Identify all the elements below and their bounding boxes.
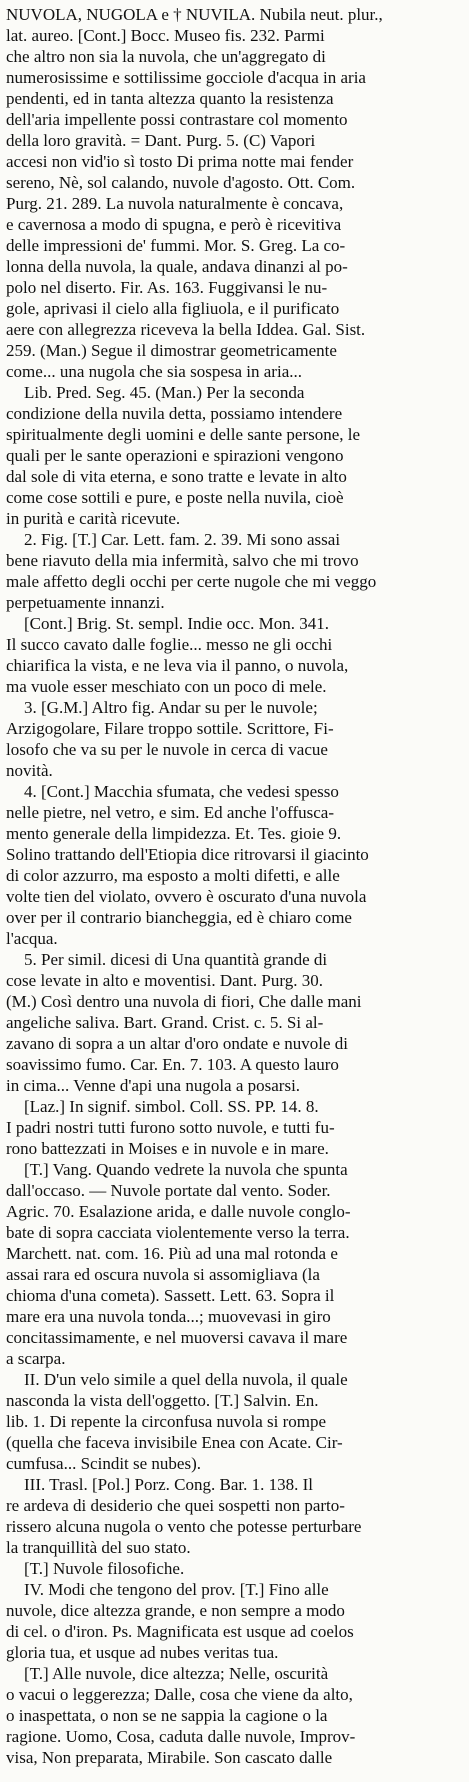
text-line: bene riavuto della mia infermità, salvo che mi trovo bbox=[6, 551, 359, 570]
text-line: lat. aureo. [Cont.] Bocc. Museo fis. 232. Parmi bbox=[6, 26, 325, 45]
text-line: III. Trasl. [Pol.] Porz. Cong. Bar. 1. 138. Il bbox=[24, 1475, 313, 1494]
text-line: over per il contrario biancheggia, ed è chiaro come bbox=[6, 908, 352, 927]
text-line: 2. Fig. [T.] Car. Lett. fam. 2. 39. Mi sono assai bbox=[24, 530, 341, 549]
text-line: Il succo cavato dalle foglie... messo ne gli occhi bbox=[6, 635, 333, 654]
text-line: (M.) Così dentro una nuvola di fiori, Che dalle mani bbox=[6, 992, 362, 1011]
text-line: condizione della nuvila detta, possiamo intendere bbox=[6, 404, 343, 423]
text-line: [T.] Alle nuvole, dice altezza; Nelle, oscurità bbox=[24, 1664, 329, 1683]
text-line: [T.] Nuvole filosofiche. bbox=[24, 1559, 185, 1578]
text-line: ma vuole esser meschiato con un poco di mele. bbox=[6, 677, 327, 696]
text-line: quali per le sante operazioni e spirazioni vengono bbox=[6, 446, 344, 465]
text-line: dal sole di vita eterna, e sono tratte e levate in alto bbox=[6, 467, 347, 486]
text-line: o inaspettata, o non se ne sappia la cagione o la bbox=[6, 1706, 328, 1725]
text-line: [Cont.] Brig. St. sempl. Indie occ. Mon. 341. bbox=[24, 614, 330, 633]
text-line: pendenti, ed in tanta altezza quanto la resistenza bbox=[6, 89, 334, 108]
text-line: visa, Non preparata, Mirabile. Son cascato dalle bbox=[6, 1748, 333, 1767]
text-line: di color azzurro, ma esposto a molti difetti, e alle bbox=[6, 866, 340, 885]
text-line: 259. (Man.) Segue il dimostrar geometricamente bbox=[6, 341, 337, 360]
text-line: sereno, Nè, sol calando, nuvole d'agosto. Ott. Com. bbox=[6, 173, 356, 192]
text-line: delle impressioni de' fummi. Mor. S. Greg. La co- bbox=[6, 236, 346, 255]
text-line: Solino trattando dell'Etiopia dice ritrovarsi il giacinto bbox=[6, 845, 369, 864]
text-line: II. D'un velo simile a quel della nuvola, il quale bbox=[24, 1370, 348, 1389]
text-line: Marchett. nat. com. 16. Più ad una mal rotonda e bbox=[6, 1244, 338, 1263]
text-line: in purità e carità ricevute. bbox=[6, 509, 181, 528]
text-line: soavissimo fumo. Car. En. 7. 103. A questo lauro bbox=[6, 1055, 339, 1074]
text-line: a scarpa. bbox=[6, 1349, 66, 1368]
text-line: nelle pietre, nel vetro, e sim. Ed anche l'offusca- bbox=[6, 803, 334, 822]
text-line: lonna della nuvola, la quale, andava dinanzi al po- bbox=[6, 257, 348, 276]
text-line: dell'aria impellente possi contrastare col momento bbox=[6, 110, 348, 129]
text-line: nuvole, dice altezza grande, e non sempre a modo bbox=[6, 1601, 345, 1620]
text-line: gloria tua, et usque ad nubes veritas tua. bbox=[6, 1643, 279, 1662]
text-line: mare era una nuvola tonda...; muovevasi in giro bbox=[6, 1307, 331, 1326]
text-line: (quella che faceva invisibile Enea con Acate. Cir- bbox=[6, 1433, 343, 1452]
text-line: angeliche saliva. Bart. Grand. Crist. c. 5. Si al- bbox=[6, 1013, 324, 1032]
text-line: chiarifica la vista, e ne leva via il panno, o nuvola, bbox=[6, 656, 349, 675]
text-line: chioma d'una cometa). Sassett. Lett. 63. Sopra il bbox=[6, 1286, 335, 1305]
text-line: losofo che va su per le nuvole in cerca di vacue bbox=[6, 740, 328, 759]
text-line: male affetto degli occhi per certe nugole che mi veggo bbox=[6, 572, 377, 591]
text-line: assai rara ed oscura nuvola si assomigliava (la bbox=[6, 1265, 320, 1284]
text-line: Agric. 70. Esalazione arida, e dalle nuvole conglo- bbox=[6, 1202, 351, 1221]
text-line: I padri nostri tutti furono sotto nuvole, e tutti fu- bbox=[6, 1118, 335, 1137]
text-line: della loro gravità. = Dant. Purg. 5. (C) Vapori bbox=[6, 131, 316, 150]
text-line: e cavernosa a modo di spugna, e però è ricevitiva bbox=[6, 215, 342, 234]
text-line: accesi non vid'io sì tosto Di prima notte mai fender bbox=[6, 152, 354, 171]
text-line: o vacui o leggerezza; Dalle, cosa che viene da alto, bbox=[6, 1685, 353, 1704]
text-line: NUVOLA, NUGOLA e † NUVILA. Nubila neut. plur., bbox=[6, 5, 383, 24]
text-line: ragione. Uomo, Cosa, caduta dalle nuvole, Improv- bbox=[6, 1727, 356, 1746]
text-line: numerosissime e sottilissime gocciole d'acqua in aria bbox=[6, 68, 366, 87]
text-line: rono battezzati in Moises e in nuvole e in mare. bbox=[6, 1139, 329, 1158]
text-line: come... una nugola che sia sospesa in aria... bbox=[6, 362, 302, 381]
text-line: polo nel diserto. Fir. As. 163. Fuggivansi le nu- bbox=[6, 278, 328, 297]
text-line: spiritualmente degli uomini e delle sante persone, le bbox=[6, 425, 361, 444]
text-line: dall'occaso. — Nuvole portate dal vento. Soder. bbox=[6, 1181, 331, 1200]
text-line: IV. Modi che tengono del prov. [T.] Fino alle bbox=[24, 1580, 329, 1599]
text-line: volte tien del violato, ovvero è oscurato d'una nuvola bbox=[6, 887, 367, 906]
text-line: 4. [Cont.] Macchia sfumata, che vedesi spesso bbox=[24, 782, 339, 801]
text-line: cose levate in alto e moventisi. Dant. Purg. 30. bbox=[6, 971, 323, 990]
text-line: perpetuamente innanzi. bbox=[6, 593, 165, 612]
text-line: cumfusa... Scindit se nubes). bbox=[6, 1454, 201, 1473]
text-line: gole, aprivasi il cielo alla figliuola, e il purificato bbox=[6, 299, 340, 318]
text-line: 5. Per simil. dicesi di Una quantità grande di bbox=[24, 950, 328, 969]
text-line: Lib. Pred. Seg. 45. (Man.) Per la seconda bbox=[24, 383, 305, 402]
text-line: [T.] Vang. Quando vedrete la nuvola che spunta bbox=[24, 1160, 348, 1179]
text-line: 3. [G.M.] Altro fig. Andar su per le nuvole; bbox=[24, 698, 318, 717]
text-line: bate di sopra cacciata violentemente verso la terra. bbox=[6, 1223, 350, 1242]
text-line: mento generale della limpidezza. Et. Tes. gioie 9. bbox=[6, 824, 342, 843]
text-line: novità. bbox=[6, 761, 53, 780]
text-line: [Laz.] In signif. simbol. Coll. SS. PP. 14. 8. bbox=[24, 1097, 319, 1116]
text-line: lib. 1. Di repente la circonfusa nuvola si rompe bbox=[6, 1412, 327, 1431]
text-line: l'acqua. bbox=[6, 929, 58, 948]
text-line: concitassimamente, e nel muoversi cavava il mare bbox=[6, 1328, 348, 1347]
text-line: Arzigogolare, Filare troppo sottile. Scrittore, Fi- bbox=[6, 719, 334, 738]
text-line: come cose sottili e pure, e poste nella nuvila, cioè bbox=[6, 488, 344, 507]
text-line: la tranquillità del suo stato. bbox=[6, 1538, 191, 1557]
text-line: in cima... Venne d'api una nugola a posarsi. bbox=[6, 1076, 301, 1095]
text-line: rissero alcuna nugola o vento che potesse perturbare bbox=[6, 1517, 362, 1536]
text-line: aere con allegrezza riceveva la bella Iddea. Gal. Sist. bbox=[6, 320, 366, 339]
text-line: Purg. 21. 289. La nuvola naturalmente è concava, bbox=[6, 194, 344, 213]
text-line: re ardeva di desiderio che quei sospetti non parto- bbox=[6, 1496, 345, 1515]
text-line: nasconda la vista dell'oggetto. [T.] Salvin. En. bbox=[6, 1391, 319, 1410]
text-line: che altro non sia la nuvola, che un'aggregato di bbox=[6, 47, 326, 66]
text-line: zavano di sopra a un altar d'oro ondate e nuvole di bbox=[6, 1034, 349, 1053]
text-line: di cel. o d'iron. Ps. Magnificata est usque ad coelos bbox=[6, 1622, 354, 1641]
